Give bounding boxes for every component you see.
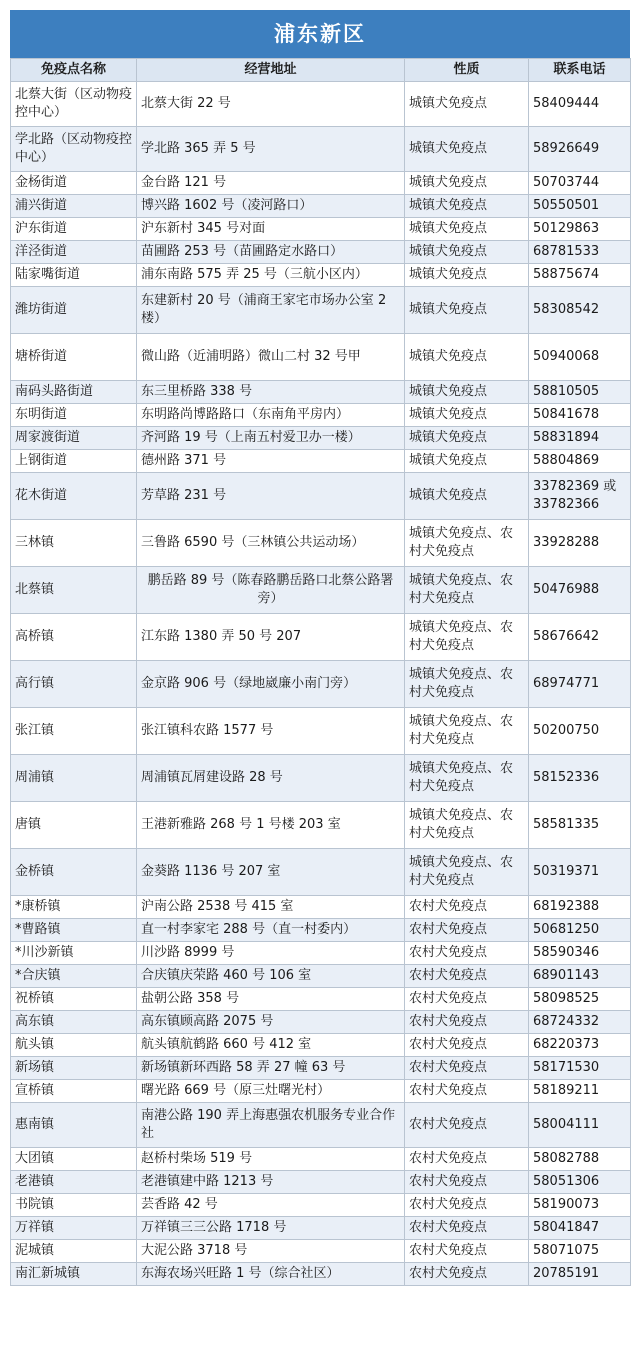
cell-type: 农村犬免疫点 [405,1240,529,1263]
cell-type: 农村犬免疫点 [405,1194,529,1217]
table-row [11,127,631,172]
cell-name: *康桥镇 [11,896,137,919]
table-row [11,965,631,988]
table-row [11,708,631,755]
cell-address: 赵桥村柴场 519 号 [137,1148,405,1171]
cell-address: 东三里桥路 338 号 [137,381,405,404]
cell-name: 祝桥镇 [11,988,137,1011]
table-row [11,849,631,896]
cell-phone: 50319371 [529,849,631,896]
table-row [11,241,631,264]
cell-address: 东海农场兴旺路 1 号（综合社区） [137,1263,405,1286]
cell-name: 沪东街道 [11,218,137,241]
cell-name: 东明街道 [11,404,137,427]
cell-name: 高行镇 [11,661,137,708]
cell-phone: 50681250 [529,919,631,942]
cell-address: 新场镇新环西路 58 弄 27 幢 63 号 [137,1057,405,1080]
cell-name: 塘桥街道 [11,334,137,381]
table-row [11,82,631,127]
cell-address: 北蔡大街 22 号 [137,82,405,127]
cell-type: 农村犬免疫点 [405,1171,529,1194]
cell-phone: 33928288 [529,520,631,567]
cell-name: 大团镇 [11,1148,137,1171]
cell-address: 盐朝公路 358 号 [137,988,405,1011]
table-row [11,172,631,195]
cell-phone: 58926649 [529,127,631,172]
table-row [11,1263,631,1286]
table-row [11,988,631,1011]
table-row [11,450,631,473]
table-row [11,919,631,942]
cell-phone: 58875674 [529,264,631,287]
cell-name: 张江镇 [11,708,137,755]
cell-type: 城镇犬免疫点 [405,264,529,287]
cell-name: 上钢街道 [11,450,137,473]
cell-type: 城镇犬免疫点、农村犬免疫点 [405,849,529,896]
cell-name: 洋泾街道 [11,241,137,264]
cell-phone: 58082788 [529,1148,631,1171]
cell-type: 城镇犬免疫点、农村犬免疫点 [405,614,529,661]
header-type: 性质 [405,59,529,82]
cell-type: 农村犬免疫点 [405,1263,529,1286]
cell-address: 东建新村 20 号（浦商王家宅市场办公室 2 楼） [137,287,405,334]
cell-phone: 68974771 [529,661,631,708]
cell-address: 张江镇科农路 1577 号 [137,708,405,755]
cell-type: 城镇犬免疫点 [405,241,529,264]
cell-address: 沪南公路 2538 号 415 室 [137,896,405,919]
cell-type: 城镇犬免疫点 [405,287,529,334]
cell-address: 博兴路 1602 号（凌河路口） [137,195,405,218]
cell-phone: 58051306 [529,1171,631,1194]
cell-phone: 58676642 [529,614,631,661]
cell-name: 南码头路街道 [11,381,137,404]
cell-name: 书院镇 [11,1194,137,1217]
cell-address: 高东镇顾高路 2075 号 [137,1011,405,1034]
table-row [11,195,631,218]
cell-type: 农村犬免疫点 [405,1217,529,1240]
cell-name: 新场镇 [11,1057,137,1080]
cell-phone: 58071075 [529,1240,631,1263]
table-row [11,896,631,919]
table-row [11,520,631,567]
table-row [11,802,631,849]
table-row [11,567,631,614]
cell-type: 城镇犬免疫点 [405,82,529,127]
cell-address: 苗圃路 253 号（苗圃路定水路口） [137,241,405,264]
cell-phone: 33782369 或 33782366 [529,473,631,520]
table-row [11,334,631,381]
cell-address: 江东路 1380 弄 50 号 207 [137,614,405,661]
table-body [11,82,631,1286]
cell-phone: 68192388 [529,896,631,919]
cell-name: 金桥镇 [11,849,137,896]
cell-name: 潍坊街道 [11,287,137,334]
table-row [11,942,631,965]
cell-address: 合庆镇庆荣路 460 号 106 室 [137,965,405,988]
cell-name: 花木街道 [11,473,137,520]
cell-phone: 58152336 [529,755,631,802]
cell-type: 农村犬免疫点 [405,896,529,919]
cell-name: 航头镇 [11,1034,137,1057]
table-row [11,381,631,404]
table-row [11,1240,631,1263]
cell-address: 微山路（近浦明路）微山二村 32 号甲 [137,334,405,381]
cell-type: 城镇犬免疫点 [405,404,529,427]
cell-name: 泥城镇 [11,1240,137,1263]
cell-name: 唐镇 [11,802,137,849]
table-row [11,614,631,661]
table-row [11,661,631,708]
cell-type: 城镇犬免疫点、农村犬免疫点 [405,661,529,708]
header-name: 免疫点名称 [11,59,137,82]
cell-name: 万祥镇 [11,1217,137,1240]
table-row [11,1148,631,1171]
header-address: 经营地址 [137,59,405,82]
cell-name: 老港镇 [11,1171,137,1194]
cell-name: 宣桥镇 [11,1080,137,1103]
cell-phone: 68781533 [529,241,631,264]
document-sheet [10,10,630,1286]
cell-address: 金京路 906 号（绿地崴廉小南门旁） [137,661,405,708]
table-row [11,473,631,520]
cell-phone: 20785191 [529,1263,631,1286]
cell-phone: 58831894 [529,427,631,450]
cell-name: 高东镇 [11,1011,137,1034]
cell-phone: 58590346 [529,942,631,965]
cell-type: 城镇犬免疫点 [405,381,529,404]
cell-type: 农村犬免疫点 [405,988,529,1011]
cell-type: 城镇犬免疫点 [405,218,529,241]
table-row [11,1103,631,1148]
cell-name: 浦兴街道 [11,195,137,218]
cell-address: 三鲁路 6590 号（三林镇公共运动场） [137,520,405,567]
cell-name: 学北路（区动物疫控中心） [11,127,137,172]
cell-name: 高桥镇 [11,614,137,661]
cell-address: 直一村李家宅 288 号（直一村委内） [137,919,405,942]
cell-name: 三林镇 [11,520,137,567]
cell-type: 城镇犬免疫点、农村犬免疫点 [405,755,529,802]
cell-type: 城镇犬免疫点、农村犬免疫点 [405,708,529,755]
cell-type: 城镇犬免疫点 [405,473,529,520]
cell-phone: 58810505 [529,381,631,404]
cell-address: 金台路 121 号 [137,172,405,195]
cell-name: *曹路镇 [11,919,137,942]
cell-type: 城镇犬免疫点 [405,127,529,172]
cell-phone: 50476988 [529,567,631,614]
cell-phone: 50841678 [529,404,631,427]
table-row [11,1194,631,1217]
table-row [11,287,631,334]
cell-address: 老港镇建中路 1213 号 [137,1171,405,1194]
cell-address: 东明路尚博路路口（东南角平房内） [137,404,405,427]
cell-type: 农村犬免疫点 [405,1011,529,1034]
table-row [11,1011,631,1034]
cell-phone: 58098525 [529,988,631,1011]
cell-type: 农村犬免疫点 [405,1057,529,1080]
table-row [11,1034,631,1057]
cell-type: 城镇犬免疫点 [405,427,529,450]
cell-phone: 50703744 [529,172,631,195]
cell-phone: 50940068 [529,334,631,381]
cell-phone: 58041847 [529,1217,631,1240]
cell-address: 沪东新村 345 号对面 [137,218,405,241]
cell-address: 万祥镇三三公路 1718 号 [137,1217,405,1240]
cell-name: 惠南镇 [11,1103,137,1148]
table-row [11,427,631,450]
table-row [11,404,631,427]
cell-phone: 58189211 [529,1080,631,1103]
cell-phone: 58581335 [529,802,631,849]
cell-type: 农村犬免疫点 [405,1103,529,1148]
cell-phone: 58190073 [529,1194,631,1217]
cell-address: 浦东南路 575 弄 25 号（三航小区内） [137,264,405,287]
cell-type: 农村犬免疫点 [405,942,529,965]
cell-phone: 50129863 [529,218,631,241]
cell-phone: 58171530 [529,1057,631,1080]
cell-address: 航头镇航鹤路 660 号 412 室 [137,1034,405,1057]
cell-phone: 58004111 [529,1103,631,1148]
cell-address: 鹏岳路 89 号（陈春路鹏岳路口北蔡公路署旁） [137,567,405,614]
cell-address: 德州路 371 号 [137,450,405,473]
cell-address: 齐河路 19 号（上南五村爱卫办一楼） [137,427,405,450]
cell-address: 芳草路 231 号 [137,473,405,520]
table-row [11,1171,631,1194]
cell-name: 周浦镇 [11,755,137,802]
cell-phone: 68724332 [529,1011,631,1034]
cell-phone: 50200750 [529,708,631,755]
table-header-row [11,59,631,82]
cell-type: 农村犬免疫点 [405,1034,529,1057]
vaccination-points-table [10,58,631,1286]
cell-type: 农村犬免疫点 [405,1148,529,1171]
cell-type: 城镇犬免疫点、农村犬免疫点 [405,520,529,567]
cell-name: 北蔡大街（区动物疫控中心） [11,82,137,127]
table-row [11,755,631,802]
cell-type: 农村犬免疫点 [405,1080,529,1103]
table-row [11,264,631,287]
cell-address: 王港新雅路 268 号 1 号楼 203 室 [137,802,405,849]
cell-address: 大泥公路 3718 号 [137,1240,405,1263]
cell-type: 城镇犬免疫点 [405,334,529,381]
cell-type: 城镇犬免疫点 [405,450,529,473]
cell-address: 芸香路 42 号 [137,1194,405,1217]
cell-address: 南港公路 190 弄上海惠强农机服务专业合作社 [137,1103,405,1148]
cell-address: 川沙路 8999 号 [137,942,405,965]
cell-phone: 68220373 [529,1034,631,1057]
cell-address: 周浦镇瓦屑建设路 28 号 [137,755,405,802]
table-title: 浦东新区 [10,10,630,58]
cell-address: 曙光路 669 号（原三灶曙光村） [137,1080,405,1103]
cell-phone: 58409444 [529,82,631,127]
header-phone: 联系电话 [529,59,631,82]
cell-type: 城镇犬免疫点、农村犬免疫点 [405,802,529,849]
cell-name: 周家渡街道 [11,427,137,450]
cell-name: 北蔡镇 [11,567,137,614]
cell-name: *川沙新镇 [11,942,137,965]
cell-type: 农村犬免疫点 [405,919,529,942]
cell-address: 金葵路 1136 号 207 室 [137,849,405,896]
cell-address: 学北路 365 弄 5 号 [137,127,405,172]
cell-name: *合庆镇 [11,965,137,988]
table-row [11,1057,631,1080]
cell-type: 城镇犬免疫点 [405,172,529,195]
cell-phone: 68901143 [529,965,631,988]
cell-type: 城镇犬免疫点 [405,195,529,218]
cell-phone: 50550501 [529,195,631,218]
cell-phone: 58308542 [529,287,631,334]
table-row [11,218,631,241]
cell-name: 南汇新城镇 [11,1263,137,1286]
cell-phone: 58804869 [529,450,631,473]
cell-type: 城镇犬免疫点、农村犬免疫点 [405,567,529,614]
cell-type: 农村犬免疫点 [405,965,529,988]
table-row [11,1217,631,1240]
cell-name: 陆家嘴街道 [11,264,137,287]
table-row [11,1080,631,1103]
cell-name: 金杨街道 [11,172,137,195]
